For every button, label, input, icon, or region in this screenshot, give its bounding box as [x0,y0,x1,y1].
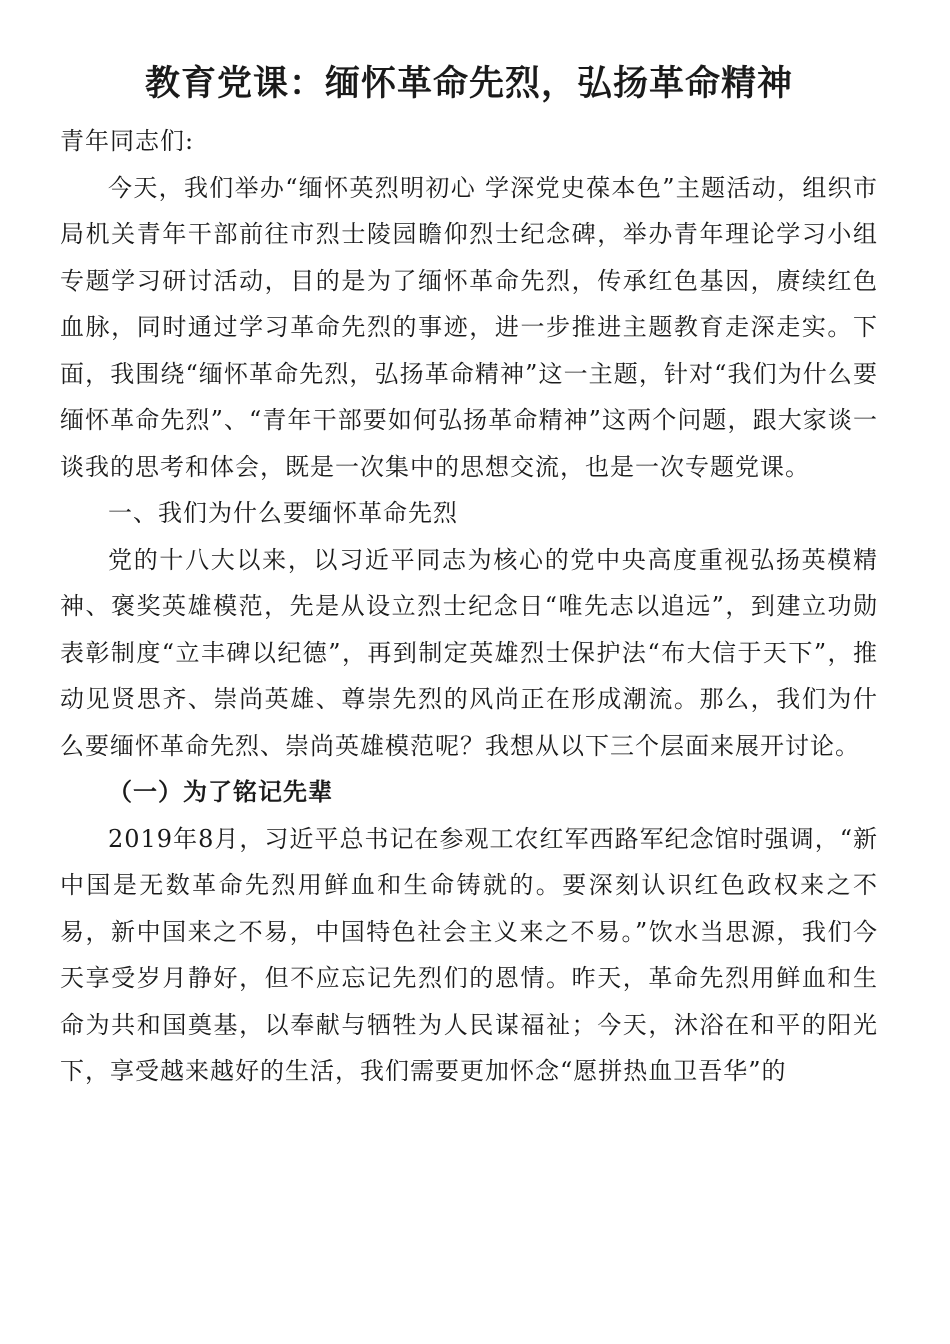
subsection-heading: （一）为了铭记先辈 [108,777,333,806]
document-title: 教育党课：缅怀革命先烈，弘扬革命精神 [144,63,793,104]
intro-paragraph: 今天，我们举办“缅怀英烈明初心 学深党史葆本色”主题活动，组织市局机关青年干部前往市烈士陵园瞻仰烈士纪念碑，举办青年理论学习小组专题学习研讨活动，目的是为了缅怀革命先烈，传承红色基因，赓续红色血脉，同时通过学习革命先烈的事迹，进一步推进主题教育走深走实。下面，我围绕“缅怀革命先烈，弘扬革命精神”这一主题，针对“我们为什么要缅怀革命先烈”、“青年干部要如何弘扬革命精神”这两个问题，跟大家谈一谈我的思考和体会，既是一次集中的思想交流，也是一次专题党课。 [60,173,878,481]
section-paragraph: 党的十八大以来，以习近平同志为核心的党中央高度重视弘扬英模精神、褒奖英雄模范，先是从设立烈士纪念日“唯先志以追远”，到建立功勋表彰制度“立丰碑以纪德”，再到制定英雄烈士保护法“布大信于天下”，推动见贤思齐、崇尚英雄、尊崇先烈的风尚正在形成潮流。那么，我们为什么要缅怀革命先烈、崇尚英雄模范呢？我想从以下三个层面来展开讨论。 [60,545,878,760]
salutation: 青年同志们: [60,127,195,155]
subsection-paragraph: 2019年8月，习近平总书记在参观工农红军西路军纪念馆时强调，“新中国是无数革命先烈用鲜血和生命铸就的。要深刻认识红色政权来之不易，新中国来之不易，中国特色社会主义来之不易。”饮水当思源，我们今天享受岁月静好，但不应忘记先烈们的恩情。昨天，革命先烈用鲜血和生命为共和国奠基，以奉献与牺牲为人民谋福祉；今天，沐浴在和平的阳光下，享受越来越好的生活，我们需要更加怀念“愿拼热血卫吾华”的 [60,824,878,1085]
section-heading: 一、我们为什么要缅怀革命先烈 [108,499,458,527]
document-body [60,118,878,1095]
